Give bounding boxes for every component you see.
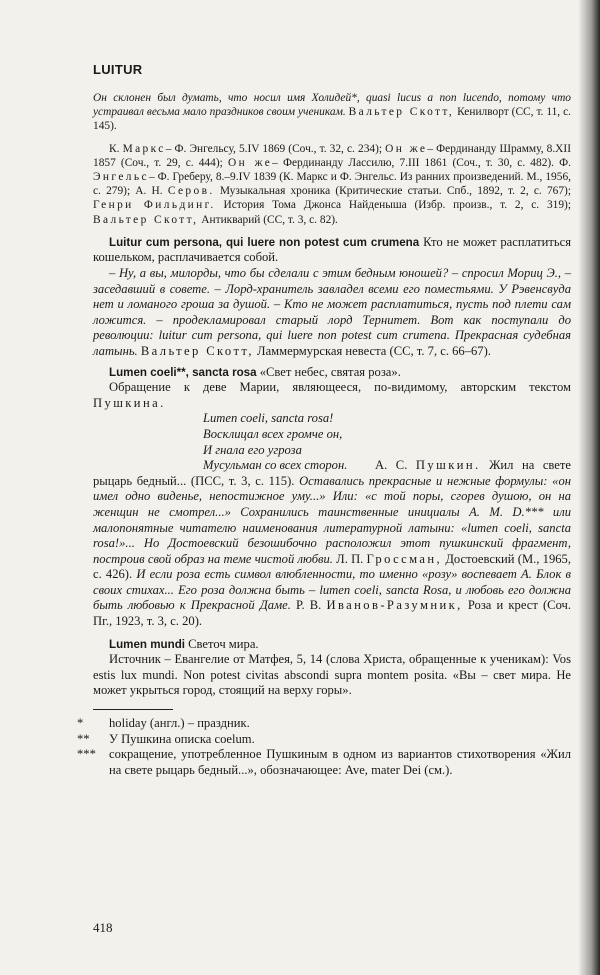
page-content [77, 62, 572, 778]
entry-lemma: Lumen mundi [109, 637, 185, 651]
ref-text: – Ф. Греберу, 8.–9.IV 1839 (К. Маркс и Ф. Энгельс. Из ранних произведений. М., 1956, с. 279); А. Н. [93, 171, 571, 198]
comment-attr: Р. В. [296, 598, 322, 613]
page-number: 418 [93, 920, 113, 935]
ref-text: К. [109, 142, 120, 155]
block-references [93, 142, 571, 227]
source-ref: Достоевский (М., 1965, с. 426). [93, 551, 571, 582]
author-name: Иванов-Разумник, [326, 598, 463, 613]
entry-lumen-mundi [93, 637, 571, 699]
entry-lemma: Lumen coeli**, sancta rosa [109, 365, 257, 379]
entry-translation: «Свет небес, святая роза». [259, 364, 401, 379]
book-spine-shadow [578, 0, 600, 975]
ref-text: – Фердинанду Лассилю, 7.III 1861 (Соч., т. 30, с. 482). Ф. [272, 156, 571, 169]
ref-text: История Тома Джонса Найденыша (Избр. произв., т. 2, с. 319); [223, 199, 572, 212]
entry-lemma: Luitur cum persona, qui luere non potest cum crumena [109, 235, 420, 249]
author-name: Вальтер Скотт, [140, 343, 254, 358]
footnotes [77, 716, 571, 778]
quote-text: И если роза есть символ влюбленности, то именно «розу» воспевает А. Блок в своих стихах... Его роза должна быть – lumen coeli, sancta Rosa, и любовь его должна быть любовью к Прекрасной Даме. [93, 567, 571, 613]
entry-body: Источник – Евангелие от Матфея, 5, 14 (слова Христа, обращенные к ученикам): Vos estis lux mundi. Non potest civitas abscondi supra montem posita. «Вы – свет мира. Не может укрыться город, стоящий на верху горы». [93, 652, 571, 698]
footnote-text: У Пушкина описка coelum. [109, 731, 255, 746]
comment-attr: Л. П. [336, 551, 364, 566]
author-name: Вальтер Скотт, [348, 106, 455, 119]
footnote-divider [93, 709, 173, 710]
source-ref: Роза и крест (Соч. Пг., 1923, т. 3, с. 20). [93, 598, 572, 629]
ref-text: – Фердинанду Шрамму, 8.XII 1857 (Соч., т. 29, с. 444); [93, 142, 571, 169]
footnote-mark: * [77, 716, 84, 731]
footnote [77, 747, 571, 778]
ref-author: Генри Фильдинг. [93, 199, 216, 212]
poem-line: Lumen coeli, sancta rosa! [203, 411, 334, 426]
poem-attr: А. С. [375, 458, 408, 473]
ref-author: Он же [385, 142, 428, 155]
ref-text: Музыкальная хроника (Критические статьи. Спб., 1892, т. 2, с. 767); [219, 185, 571, 198]
poem-line: Восклицал всех громче он, [203, 426, 343, 441]
ref-author: Он же [227, 156, 273, 169]
entry-lumen-coeli [93, 365, 571, 630]
ref-author: Серов. [167, 185, 215, 198]
ref-text: – Ф. Энгельсу, 5.IV 1869 (Соч., т. 32, с. 234); [165, 142, 383, 155]
block-quote-scott [93, 91, 571, 134]
source-ref: Кенилворт (СС, т. 11, с. 145). [93, 106, 571, 133]
intro-text: Обращение к деве Марии, являющееся, по-видимому, авторским текстом [109, 380, 571, 395]
author-name: Пушкин. [415, 458, 481, 473]
author-name: Пушкина. [93, 395, 166, 410]
poem-line: Мусульман со всех сторон. [203, 458, 348, 473]
source-ref: Ламмермурская невеста (СС, т. 7, с. 66–67). [257, 343, 491, 358]
ref-text: Антикварий (СС, т. 3, с. 82). [201, 213, 338, 226]
source-ref: Жил на свете рыцарь бедный... (ПСС, т. 3, с. 115). [93, 458, 571, 488]
footnote [77, 731, 571, 748]
entry-translation: Кто не может расплатиться кошельком, расплачивается собой. [93, 234, 571, 265]
ref-author: Энгельс [93, 171, 149, 184]
quote-text: Он склонен был думать, что носил имя Холидей*, quasi lucus a non lucendo, потому что устраивал весьма мало праздников своим ученикам. [93, 92, 571, 119]
author-name: Гроссман, [366, 551, 443, 566]
footnote-mark: ** [77, 731, 90, 746]
ref-author: Вальтер Скотт, [93, 213, 199, 226]
running-head: LUITUR [93, 62, 143, 77]
entry-luitur [93, 235, 571, 360]
footnote [77, 716, 571, 732]
quote-text: Оставались прекрасные и нежные формулы: «он имел одно виденье, непостижное уму...» Или: «с той поры, сгорев душою, он на женщин не смотрел...» Сохранились таинственные инициалы A. M. D.*** или малопонятные читателю наименования литературной латыни: «lumen coeli, sancta rosa!»... Но Достоевский безошибочно расположил этот пушкинский фрагмент, построив свой образ на теме чистой любви. [93, 473, 571, 566]
entry-translation: Светоч мира. [188, 636, 259, 651]
ref-author: Маркс [122, 142, 166, 155]
footnote-mark: *** [77, 747, 96, 762]
footnote-text: holiday (англ.) – праздник. [109, 716, 250, 731]
footnote-text: сокращение, употребленное Пушкиным в одном из вариантов стихотворения «Жил на свете рыцарь бедный...», обозначающее: Ave, mater Dei (см.). [109, 747, 571, 777]
poem-line: И гнала его угроза [203, 442, 302, 457]
quote-text: – Ну, а вы, милорды, что бы сделали с этим бедным юношей? – спросил Мориц Э., – заседавший в совете. – Лорд-хранитель завладел всеми его поместьями. У Рэвенсвуда нет и ломаного гроша за душой. – Кто не может расплатиться, пусть под плети сам ложится. – продекламировал старый лорд Тернитет. Вот как поступали до революции: luitur cum persona, qui luere non potest cum crumena. Прекрасная судебная латынь. [93, 266, 571, 358]
